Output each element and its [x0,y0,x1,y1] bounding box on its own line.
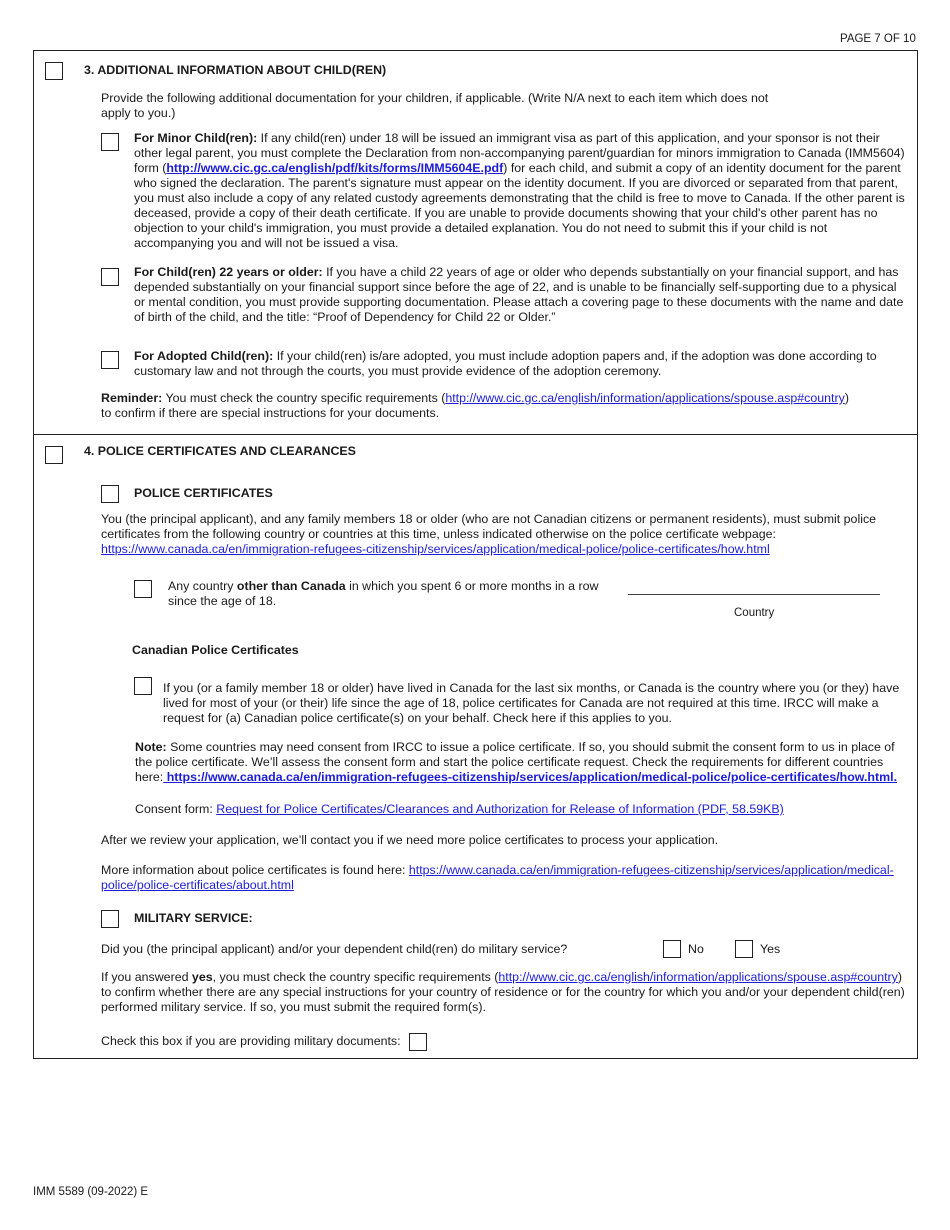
police-certificates-title: POLICE CERTIFICATES [134,486,273,500]
military-country-link[interactable]: http://www.cic.gc.ca/english/information/applications/spouse.asp#country [498,970,898,984]
right-border [917,50,918,1059]
country-label: Country [734,607,775,619]
note [135,740,910,785]
canadian-police-title: Canadian Police Certificates [132,643,299,657]
minor-children-label: For Minor Child(ren): [134,131,258,145]
reminder-text-a: You must check the country specific requirements ( [162,391,446,405]
section3-checkbox[interactable] [45,62,63,80]
military-text-a: If you answered [101,970,192,984]
more-info [101,863,907,893]
other-country-text [168,579,608,609]
adopted-children-text-body: If your child(ren) is/are adopted, you must include adoption papers and, if the adoption was done according to customary law and not through the courts, you must provide evidence of the adoption ceremony. [134,349,877,378]
older-children-label: For Child(ren) 22 years or older: [134,265,323,279]
military-service-title: MILITARY SERVICE: [134,911,253,925]
section3-intro: Provide the following additional documentation for your children, if applicable. (Write N/A next to each item which does not apply to you.) [101,91,769,120]
police-how-link-bold[interactable]: https://www.canada.ca/en/immigration-refugees-citizenship/services/application/medical-police/police-certificates/how.html. [163,770,898,784]
minor-children-text [134,131,908,251]
reminder-text-c: to confirm if there are special instructions for your documents. [101,406,440,420]
section-divider [33,434,918,435]
military-text-b: , you must check the country specific requirements ( [212,970,499,984]
after-review-text: After we review your application, we’ll contact you if we need more police certificates to process your application. [101,833,719,847]
adopted-children-label: For Adopted Child(ren): [134,349,274,363]
military-text-c: ) to confirm whether there are any special instructions for your country of residence or for the country for which you and/or your dependent child(ren) performed military service. If so, you must submit the required form(s). [101,970,905,1014]
military-yes-checkbox[interactable] [735,940,753,958]
top-border [33,50,918,51]
left-border [33,50,34,1059]
note-label: Note: [135,740,167,754]
older-children-checkbox[interactable] [101,268,119,286]
section3-title: 3. ADDITIONAL INFORMATION ABOUT CHILD(REN) [84,63,387,77]
reminder [101,391,911,421]
military-no-label: No [688,942,704,956]
older-children-text-body: If you have a child 22 years of age or older who depends substantially on your financial support, and has depended substantially on your financial support since before the age of 22, and is unable to be financially self-supporting due to a physical or mental condition, you must provide supporting documentation. Please attach a covering page to these documents with the name and date of birth of the child, and the title: “Proof of Dependency for Child 22 or Older.” [134,265,904,324]
adopted-children-checkbox[interactable] [101,351,119,369]
country-requirements-link[interactable]: http://www.cic.gc.ca/english/information/applications/spouse.asp#country [445,391,845,405]
police-intro [101,512,901,557]
police-intro-text: You (the principal applicant), and any family members 18 or older (who are not Canadian citizens or permanent residents), must submit police certificates from the following country or countries at this time, unless indicated otherwise on the police certificate webpage: [101,512,877,541]
minor-children-text-b: ) for each child, and submit a copy of an identity document for the parent who signed the declaration. The parent's signature must appear on the identity document. If you are divorced or separated from that parent, you must also include a copy of any related custody agreements demonstrating that the child is free to move to Canada. If the other parent is deceased, provide a copy of their death certificate. If you are unable to provide documents showing that your child's other parent has no objection to your child's immigration, you must provide a detailed explanation. You do not need to submit this if your child is not accompanying you and will not be issued a visa. [134,161,905,250]
other-country-checkbox[interactable] [134,580,152,598]
section4-title: 4. POLICE CERTIFICATES AND CLEARANCES [84,444,356,458]
reminder-text-b: ) [844,391,849,405]
section4-checkbox[interactable] [45,446,63,464]
consent-label: Consent form: [135,802,217,816]
military-yes-label: Yes [760,942,781,956]
adopted-children-text [134,349,908,379]
page-number: PAGE 7 OF 10 [840,33,916,45]
imm5604-link[interactable]: http://www.cic.gc.ca/english/pdf/kits/forms/IMM5604E.pdf [166,161,504,175]
country-input-line[interactable] [628,594,880,595]
other-country-text-b: in which you spent 6 or more months in a row since the age of 18. [168,579,599,608]
military-service-checkbox[interactable] [101,910,119,928]
bottom-border [33,1058,918,1059]
military-documents-label: Check this box if you are providing military documents: [101,1034,401,1048]
older-children-text [134,265,908,325]
military-instructions [101,970,911,1015]
military-question: Did you (the principal applicant) and/or your dependent child(ren) do military service? [101,942,568,956]
form-code: IMM 5589 (09-2022) E [33,1186,149,1198]
military-yes-bold: yes [191,970,213,984]
consent-form [135,802,910,817]
military-no-checkbox[interactable] [663,940,681,958]
military-documents-checkbox[interactable] [409,1033,427,1051]
minor-children-checkbox[interactable] [101,133,119,151]
other-country-text-a: Any country [168,579,237,593]
police-certificates-checkbox[interactable] [101,485,119,503]
police-about-link[interactable]: https://www.canada.ca/en/immigration-refugees-citizenship/services/application/medical-police/police-certificates/about.html [101,863,894,892]
more-info-text: More information about police certificates is found here: [101,863,409,877]
consent-form-link[interactable]: Request for Police Certificates/Clearances and Authorization for Release of Information (PDF, 58.59KB) [216,802,784,816]
police-how-link[interactable]: https://www.canada.ca/en/immigration-refugees-citizenship/services/application/medical-police/police-certificates/how.html [101,542,770,556]
canadian-police-text: If you (or a family member 18 or older) have lived in Canada for the last six months, or Canada is the country where you (or they) have lived for most of your (or their) life since the age of 18, police certificates for Canada are not required at this time. IRCC will make a request for (a) Canadian police certificate(s) on your behalf. Check here if this applies to you. [163,681,900,725]
canadian-police-checkbox[interactable] [134,677,152,695]
other-country-bold: other than Canada [236,579,346,593]
note-text: Some countries may need consent from IRCC to issue a police certificate. If so, you should submit the consent form to us in place of the police certificate. We’ll assess the consent form and start the police certificate request. Check the requirements for different countries here: [135,740,895,784]
reminder-label: Reminder: [101,391,163,405]
minor-children-text-a: If any child(ren) under 18 will be issued an immigrant visa as part of this application, and your sponsor is not their other legal parent, you must complete the Declaration from non-accompanying parent/guardian for minors immigration to Canada (IMM5604) form ( [134,131,905,175]
